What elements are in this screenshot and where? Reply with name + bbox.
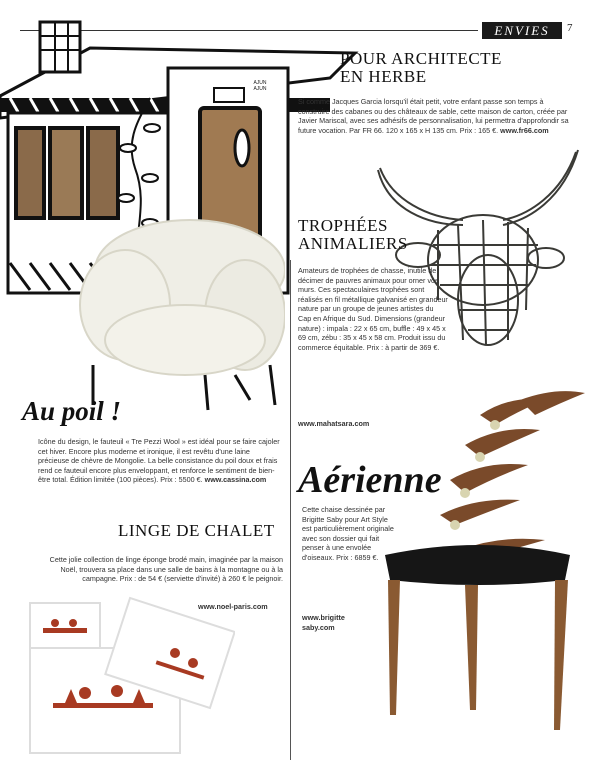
trophies-title <box>298 217 418 253</box>
fur-title: Au poil ! <box>22 396 122 426</box>
column-divider <box>290 260 291 760</box>
aerial-body <box>302 505 394 563</box>
fur-body <box>38 437 283 485</box>
bird-chair-image <box>370 385 595 745</box>
house-sign: AJUN AJUN <box>253 80 267 92</box>
trophies-body <box>298 266 448 352</box>
architect-body <box>298 97 576 135</box>
linen-body <box>38 555 283 584</box>
trophies-link[interactable]: www.mahatsara.com <box>298 419 370 428</box>
architect-title-line1: POUR ARCHITECTE <box>340 49 502 68</box>
aerial-link[interactable] <box>302 613 345 632</box>
page-number: 7 <box>567 22 573 34</box>
aerial-title: Aérienne <box>298 459 442 501</box>
trophies-text: Amateurs de trophées de chasse, inutile de décimer de pauvres animaux pour orner vos murs. Ces spectaculaires trophées sont réalisés en fil métallique galvanisé en grandeur nature par un groupe de jeunes artistes du Cap en Afrique du Sud. Dimensions (grandeur nature) : impala : 22 x 65 cm, buffle : 49 x 45 x 69 cm, zébu : 35 x 45 x 58 cm. Produit issu du commerce équitable. Prix : à partir de 369 €. <box>298 266 448 352</box>
fur-armchair-image <box>75 215 285 415</box>
aerial-link-line1[interactable]: www.brigitte <box>302 613 345 622</box>
fur-link[interactable]: www.cassina.com <box>204 475 267 485</box>
architect-link[interactable]: www.fr66.com <box>500 125 549 135</box>
aerial-text: Cette chaise dessinée par Brigitte Saby pour Art Style est particulièrement originale avec son dossier qui fait penser à une envolée d'oiseaux. Prix : 6859 €. <box>302 505 394 562</box>
linen-title: LINGE DE CHALET <box>118 521 275 540</box>
linen-text: Cette jolie collection de linge éponge brodé main, imaginée par la maison Noël, trouvera sa place dans une salle de bains à la montagne ou à la campagne. Prix : de 54 € (serviette d'invité) à 260 € le peignoir. <box>49 555 283 584</box>
section-label: ENVIES <box>482 22 562 39</box>
aerial-link-line2[interactable]: saby.com <box>302 622 335 632</box>
architect-title-line2: EN HERBE <box>340 67 427 86</box>
architect-title <box>340 50 570 86</box>
trophies-title-line1: TROPHÉES <box>298 216 388 235</box>
fur-text: Icône du design, le fauteuil « Tre Pezzi Wool » est idéal pour se faire cajoler cet hiver. Encore plus moderne et ironique, il est revêtu d'une laine précieuse de chèvre de Mongolie. La belle consistance du poil doux et frais rend ce fauteuil encore plus enveloppant, et renforce le sentiment de bien-être total. Édition limitée (100 pièces). Prix : 5500 €. <box>38 437 280 485</box>
architect-text: Si comme Jacques Garcia lorsqu'il était petit, votre enfant passe son temps à construire des cabanes ou des châteaux de sable, cette maison de carton, créée par Javier Mariscal, avec ses adhésifs de personnalisation, lui permettra d'approfondir sa future vocation. Par FR 66. 120 x 165 x H 135 cm. Prix : 165 €. <box>298 97 569 135</box>
linen-link[interactable]: www.noel-paris.com <box>198 602 268 611</box>
trophies-title-line2: ANIMALIERS <box>298 234 408 253</box>
embroidered-towels-image <box>25 593 235 758</box>
